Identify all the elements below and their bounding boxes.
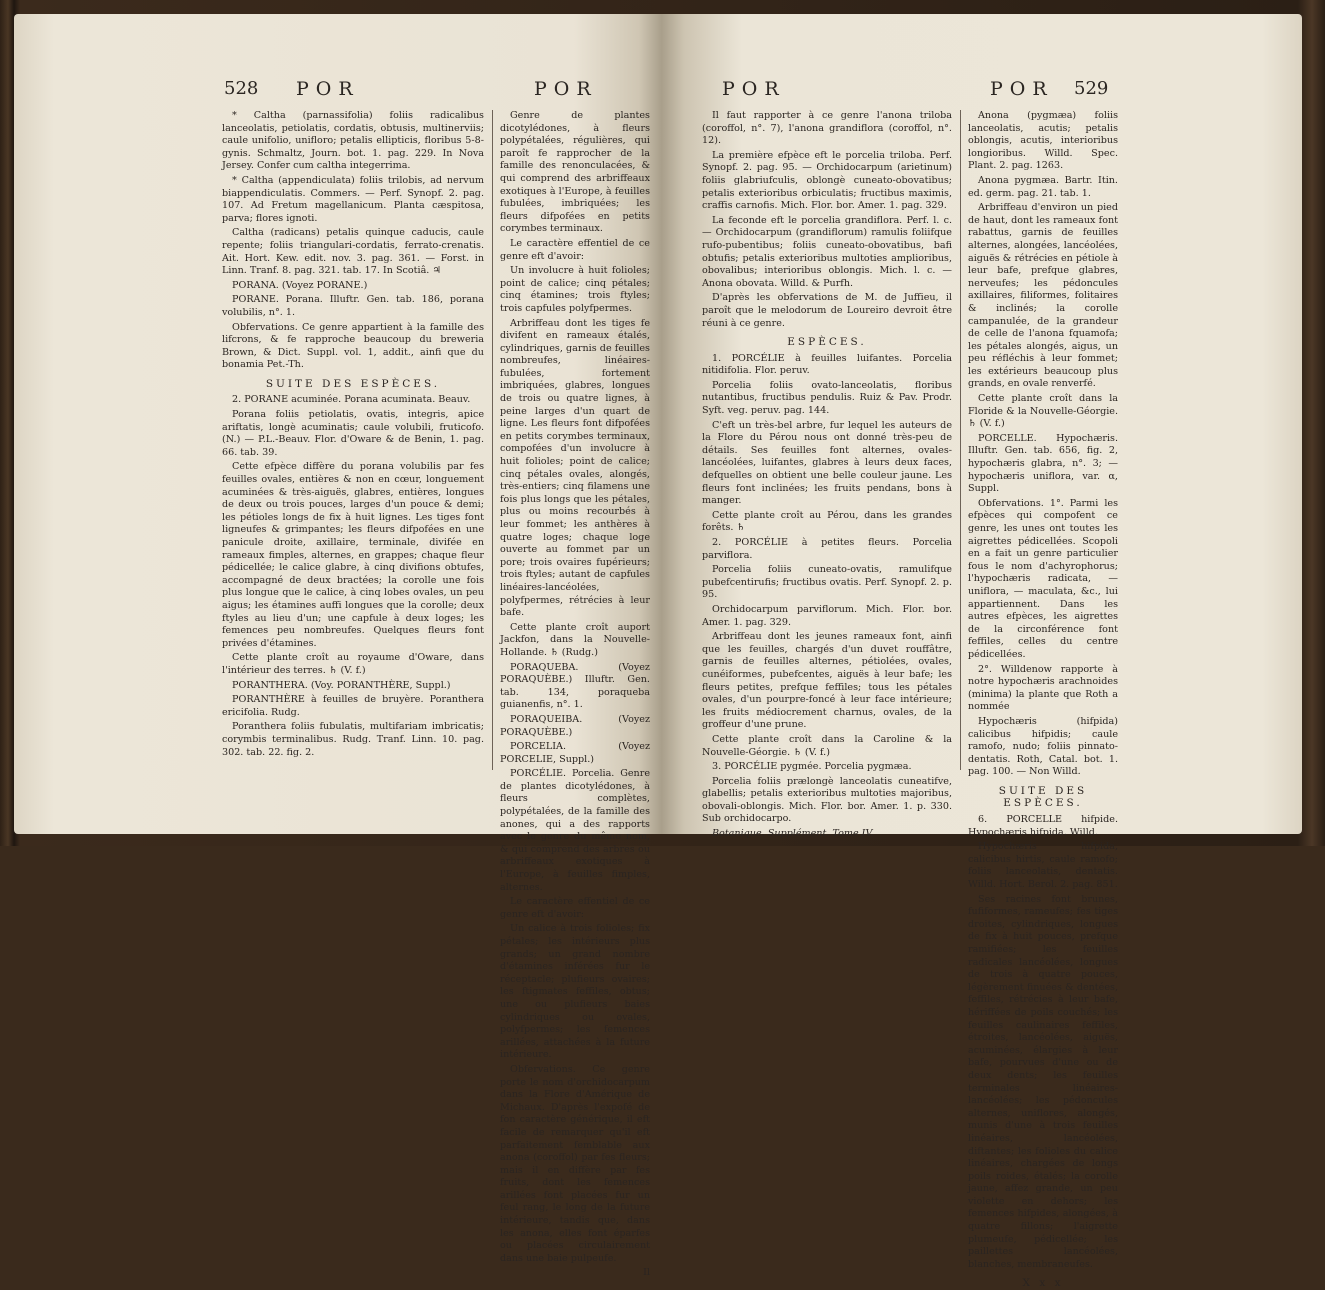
paragraph: Cette plante croît au Pérou, dans les grandes forêts. ♄ <box>702 509 952 534</box>
paragraph: 6. PORCELLE hifpide. Hypochæris hifpida. Willd. <box>968 814 1118 838</box>
paragraph: Anona pygmæa. Bartr. Itin. ed. germ. pag. 21. tab. 1. <box>968 174 1118 199</box>
right-header-right: POR <box>990 78 1054 100</box>
column-rule <box>492 110 493 770</box>
paragraph: La feconde eft le porcelia grandiflora. Perf. l. c. — Orchidocarpum (grandiflorum) ramulis foliifque rufo-pubentibus; foliis cuneato-obovatibus, bafi obtufis; petalis exterioribus multoties amplioribus, obovalibus; interioribus oblongis. Mich. l. c. — Anona obovata. Willd. & Purfh. <box>702 214 952 289</box>
paragraph: PORANTHÈRE à feuilles de bruyère. Porantherа ericifolia. Rudg. <box>222 694 484 718</box>
right-column-1 <box>702 110 952 840</box>
paragraph: PORCELLE. Hypochæris. Illuftr. Gen. tab. 656, fig. 2, hypochæris glabra, n°. 3; — hypochæris uniflora, var. α, Suppl. <box>968 432 1118 495</box>
paragraph: Botanique. Supplément. Tome IV. <box>712 828 874 840</box>
paragraph: Obfervations. Ce genre porte le nom d'orchidocarpum dans la Flore d'Amérique de Michaux. D'après l'expofé de fon caractère générique, il eft facile de remarquer qu'il eft parfaitement femblable aux anona (coroffol) par fes fleurs; mais il en diffère par fes fruits, dont les femences arillées font placées fur un feul rang, le long de la future intérieure, tandis que, dans les anona, elles font éparfes ou placées circulairement dans une baie pulpeufe. <box>500 1063 650 1264</box>
paragraph: Porcelia foliis prælongè lanceolatis cuneatifve, glabellis; petalis exterioribus multoties majoribus, obovali-oblongis. Mich. Flor. bor. Amer. 1. p. 330. Sub orchidocarpo. <box>702 775 952 825</box>
paragraph: Il faut rapporter à ce genre l'anona triloba (coroffol, n°. 7), l'anona grandiflora (coroffol, n°. 12). <box>702 110 952 147</box>
paragraph: Porana foliis petiolatis, ovatis, integris, apice ariftatis, longè acuminatis; caule volubili, fruticofo. (N.) — P.L.-Beauv. Flor. d'Oware & de Benin, 1. pag. 66. tab. 39. <box>222 409 484 458</box>
paragraph: Poranthera foliis fubulatis, multifariam imbricatis; corymbis terminalibus. Rudg. Tranf. Linn. 10. pag. 302. tab. 22. fig. 2. <box>222 721 484 758</box>
paragraph: SUITE DES ESPÈCES. <box>998 784 1088 810</box>
paragraph: SUITE DES ESPÈCES. <box>265 377 441 390</box>
paragraph: Un involucre à huit folioles; point de calice; cinq pétales; cinq étamines; trois ftyles; trois capfules polyfpermes. <box>500 265 650 314</box>
left-page <box>14 14 662 1279</box>
paragraph: Le caractère effentiel de ce genre eft d'avoir: <box>500 896 650 920</box>
paragraph: Cette efpèce diffère du porana volubilis par fes feuilles ovales, entières & non en cœur, longuement acuminées & très-aiguës, glabres, entières, longues de deux ou trois pouces, larges d'un pouce & demi; les pétioles longs de fix à huit lignes. Les tiges font ligneufes & grimpantes; les fleurs difpofées en une panicule droite, axillaire, terminale, divifée en rameaux fimples, alternes, en grappes; chaque fleur pédicellée; le calice glabre, à cinq divifions obtufes, accompagné de deux bractées; la corolle une fois plus longue que le calice, à cinq lobes ovales, un peu aigus; les étamines auffi longues que la corolle; deux ftyles au lieu d'un; une capfule à deux loges; les femences peu nombreufes. Quelques fleurs font privées d'étamines. <box>222 461 484 649</box>
paragraph: PORAQUEBA. (Voyez PORAQUÈBE.) Illuftr. Gen. tab. 134, poraqueba guianenfis, n°. 1. <box>500 661 650 711</box>
left-header-left: POR <box>296 78 360 100</box>
paragraph: Arbriffeau d'environ un pied de haut, dont les rameaux font rabattus, garnis de feuilles alternes, alongées, lancéolées, aiguës & rétrécies en pétiole à leur bafe, prefque glabres, nerveufes; les pédoncules axillaires, filiformes, folitaires & inclinés; la corolle campanulée, de la grandeur de celle de l'anona fquamofa; les pétales alongés, aigus, un peu réfléchis à leur fommet; les extérieurs beaucoup plus grands, en ovale renverfé. <box>968 202 1118 390</box>
paragraph: D'après les obfervations de M. de Juffieu, il paroît que le melodorum de Loureiro devroit être réuni à ce genre. <box>702 292 952 329</box>
paragraph: * Caltha (appendiculata) foliis trilobis, ad nervum biappendiculatis. Commers. — Perf. Synopf. 2. pag. 107. Ad Fretum magellanicum. Planta cæspitosa, parva; flores ignoti. <box>222 174 484 224</box>
paragraph: * Caltha (parnassifolia) foliis radicalibus lanceolatis, petiolatis, cordatis, obtusis, multinerviis; caule unifolio, unifloro; petalis ellipticis, floribus 5-8-gynis. Schmaltz, Journ. bot. 1. pag. 229. In Nova Jersey. Confer cum caltha integerrima. <box>222 110 484 172</box>
paragraph: Caltha (radicans) petalis quinque caducis, caule repente; foliis triangulari-cordatis, ferrato-crenatis. Ait. Hort. Kew. edit. nov. 3. pag. 361. — Forst. in Linn. Tranf. 8. pag. 321. tab. 17. In Scotiâ. ♃ <box>222 227 484 277</box>
paragraph: 3. PORCÉLIE pygmée. Porcelia pygmæa. <box>712 761 912 773</box>
column-rule <box>960 110 961 770</box>
paragraph: Cette plante croît au royaume d'Oware, dans l'intérieur des terres. ♄ (V. f.) <box>222 652 484 676</box>
paragraph: Ses racines font brunes, fufiformes, rameufes; fes tiges droites, cylindriques, longues de fix à huit pouces, prefque ramifiées; les feuilles radicales lancéolées, longues de trois à quatre pouces, légèrement finuées & dentées, feffiles, rétrécies à leur bafe, hériffées de poils couchés; les feuilles caulinaires feffiles, étroites, lancéolées, aiguës, acuminées, élargies à leur bafe, pourvues d'une ou de deux dents; les feuilles terminales linéaires-lancéolées; les pédoncules alternes, uniflores, alongés, munis d'une à trois feuilles linéaires, lancéolées, diftantes; les folioles du calice linéaires, chargées de longs poils roides, étalés; la corolle jaune, affez grande, un peu violette en dehors; les femences hifpides, alongées, à quatre fillons; l'aigrette plumeufe, pédicellée; les paillettes lancéolées, blanches, membraneufes. <box>968 893 1118 1270</box>
paragraph: Le caractère effentiel de ce genre eft d'avoir: <box>500 237 650 262</box>
paragraph: Obfervations. 1°. Parmi les efpèces qui compofent ce genre, les unes ont toutes les aigrettes pédicellées. Scopoli en a fait un genre particulier fous le nom d'achyrophorus; l'hypochæris radicata, — uniflora, — maculata, &c., lui appartiennent. Dans les autres efpèces, les aigrettes de la circonférence font feffiles, celles du centre pédicellées. <box>968 497 1118 660</box>
paragraph: Genre de plantes dicotylédones, à fleurs polypétalées, régulières, qui paroît fe rapprocher de la famille des renonculacées, & qui comprend des arbriffeaux exotiques à l'Europe, à feuilles fubulées, imbriquées; les fleurs difpofées en petits corymbes terminaux. <box>500 110 650 235</box>
paragraph: Arbriffeau dont les tiges fe divifent en rameaux étalés, cylindriques, garnis de feuilles nombreufes, linéaires-fubulées, fortement imbriquées, glabres, longues de trois ou quatre lignes, à peine larges d'un quart de ligne. Les fleurs font difpofées en petits corymbes terminaux, compofées d'un involucre à huit folioles; point de calice; cinq pétales ovales, alongés, très-entiers; cinq filamens une fois plus longs que les pétales, plus ou moins recourbés à leur fommet; les anthères à quatre loges; chaque loge ouverte au fommet par un pore; trois ovaires fupérieurs; trois ftyles; autant de capfules linéaires-lancéolées, polyfpermes, rétrécies à leur bafe. <box>500 317 650 619</box>
paragraph: La première efpèce eft le porcelia triloba. Perf. Synopf. 2. pag. 95. — Orchidocarpum (arietinum) foliis glabriufculis, oblongè cuneato-obovatibus; petalis exterioribus orbiculatis; fructibus maximis, craffis carnofis. Mich. Flor. bor. Amer. 1. pag. 329. <box>702 149 952 212</box>
paragraph: PORANTHERA. (Voy. PORANTHÈRE, Suppl.) <box>232 679 451 691</box>
paragraph: ESPÈCES. <box>787 336 867 349</box>
paragraph: Hypochæris (hifpida) calicibus hifpidis; caule ramofo, nudo; foliis pinnato-dentatis. Roth, Catal. bot. 1. pag. 100. — Non Willd. <box>968 715 1118 778</box>
paragraph: Un calice à trois folioles; fix pétales; les intérieurs plus grands; un grand nombre d'étamines inférées fur le réceptacle; plufieurs ovaires; les ftigmates feffiles, obtus; une ou plufieurs baies cylindriques ou ovales, polyfpermes; les femences arillées, attachées à la future intérieure. <box>500 923 650 1061</box>
paragraph: PORCÉLIE. Porcelia. Genre de plantes dicotylédones, à fleurs complètes, polypétalées, de la famille des anones, qui a des rapports avec le genre du même nom, & qui comprend des arbres ou arbriffeaux exotiques à l'Europe, à feuilles fimples, alternes. <box>500 768 650 893</box>
paragraph: X x x <box>1022 1277 1064 1290</box>
paragraph: Cette plante croît dans la Caroline & la Nouvelle-Géorgie. ♄ (V. f.) <box>702 733 952 758</box>
catchword: Il <box>643 1267 650 1279</box>
paragraph: Cette plante croît auport Jackfon, dans la Nouvelle-Hollande. ♄ (Rudg.) <box>500 621 650 658</box>
paragraph: Orchidocarpum parviflorum. Mich. Flor. bor. Amer. 1. pag. 329. <box>702 603 952 628</box>
paragraph: 2°. Willdenow rapporte à notre hypochæris arachnoides (minima) la plante que Roth a nommée <box>968 663 1118 713</box>
paragraph: Arbriffeau dont les jeunes rameaux font, ainfi que les feuilles, chargés d'un duvet rouffâtre, garnis de feuilles alternes, pétiolées, ovales, cunéiformes, pubefcentes, aiguës à leur bafe; les fleurs petites, prefque feffiles; tous les pétales ovales, d'un pourpre-foncé à leur face intérieure; les fruits médiocrement charnus, ovales, de la groffeur d'une prune. <box>702 631 952 731</box>
left-column-2 <box>500 110 650 1279</box>
paragraph: PORAQUEIBA. (Voyez PORAQUÈBE.) <box>500 713 650 738</box>
paragraph: Obfervations. Ce genre appartient à la famille des lifcrons, & fe rapproche beaucoup du breweria Brown, & Dict. Suppl. vol. 1, addit., ainfi que du bonamia Pet.-Th. <box>222 321 484 371</box>
paragraph: PORCELIA. (Voyez PORCELIE, Suppl.) <box>500 741 650 765</box>
left-page-number: 528 <box>224 78 259 99</box>
right-header-left: POR <box>722 78 786 100</box>
right-page-number: 529 <box>1074 78 1109 99</box>
left-header-right: POR <box>534 78 598 100</box>
right-page <box>662 14 1302 1290</box>
right-column-2 <box>968 110 1118 1290</box>
paragraph: PORANE. Porana. Illuftr. Gen. tab. 186, porana volubilis, n°. 1. <box>222 294 484 318</box>
paragraph: Cette plante croît dans la Floride & la Nouvelle-Géorgie. ♄ (V. f.) <box>968 393 1118 430</box>
paragraph: Anona (pygmæa) foliis lanceolatis, acutis; petalis oblongis, acutis, interioribus longioribus. Willd. Spec. Plant. 2. pag. 1263. <box>968 110 1118 172</box>
paragraph: PORANA. (Voyez PORANE.) <box>232 279 368 291</box>
paragraph: 2. PORANE acuminée. Porana acuminata. Beauv. <box>232 394 471 406</box>
paragraph: Hypochæris hifpida, calicibus hirtis, caule ramofo; foliis lanceolatis, dentatis. Willd. Hort. Berol. 2. pag. 851. <box>968 841 1118 891</box>
paragraph: 2. PORCÉLIE à petites fleurs. Porcelia parviflora. <box>702 537 952 561</box>
paragraph: C'eft un très-bel arbre, fur lequel les auteurs de la Flore du Pérou nous ont donné très-peu de détails. Ses feuilles font alternes, ovales-lancéolées, luifantes, glabres à leurs deux faces, defquelles on obtient une belle couleur jaune. Les fleurs font inclinées; les fruits pendans, bons à manger. <box>702 419 952 507</box>
left-column-1 <box>222 110 484 810</box>
paragraph: Porcelia foliis ovato-lanceolatis, floribus nutantibus, fructibus pendulis. Ruiz & Pav. Prodr. Syft. veg. peruv. pag. 144. <box>702 379 952 417</box>
paragraph: Porcelia foliis cuneato-ovatis, ramulifque pubefcentirufis; fructibus ovatis. Perf. Synopf. 2. p. 95. <box>702 564 952 601</box>
paragraph: 1. PORCÉLIE à feuilles luifantes. Porcelia nitidifolia. Flor. peruv. <box>702 352 952 377</box>
